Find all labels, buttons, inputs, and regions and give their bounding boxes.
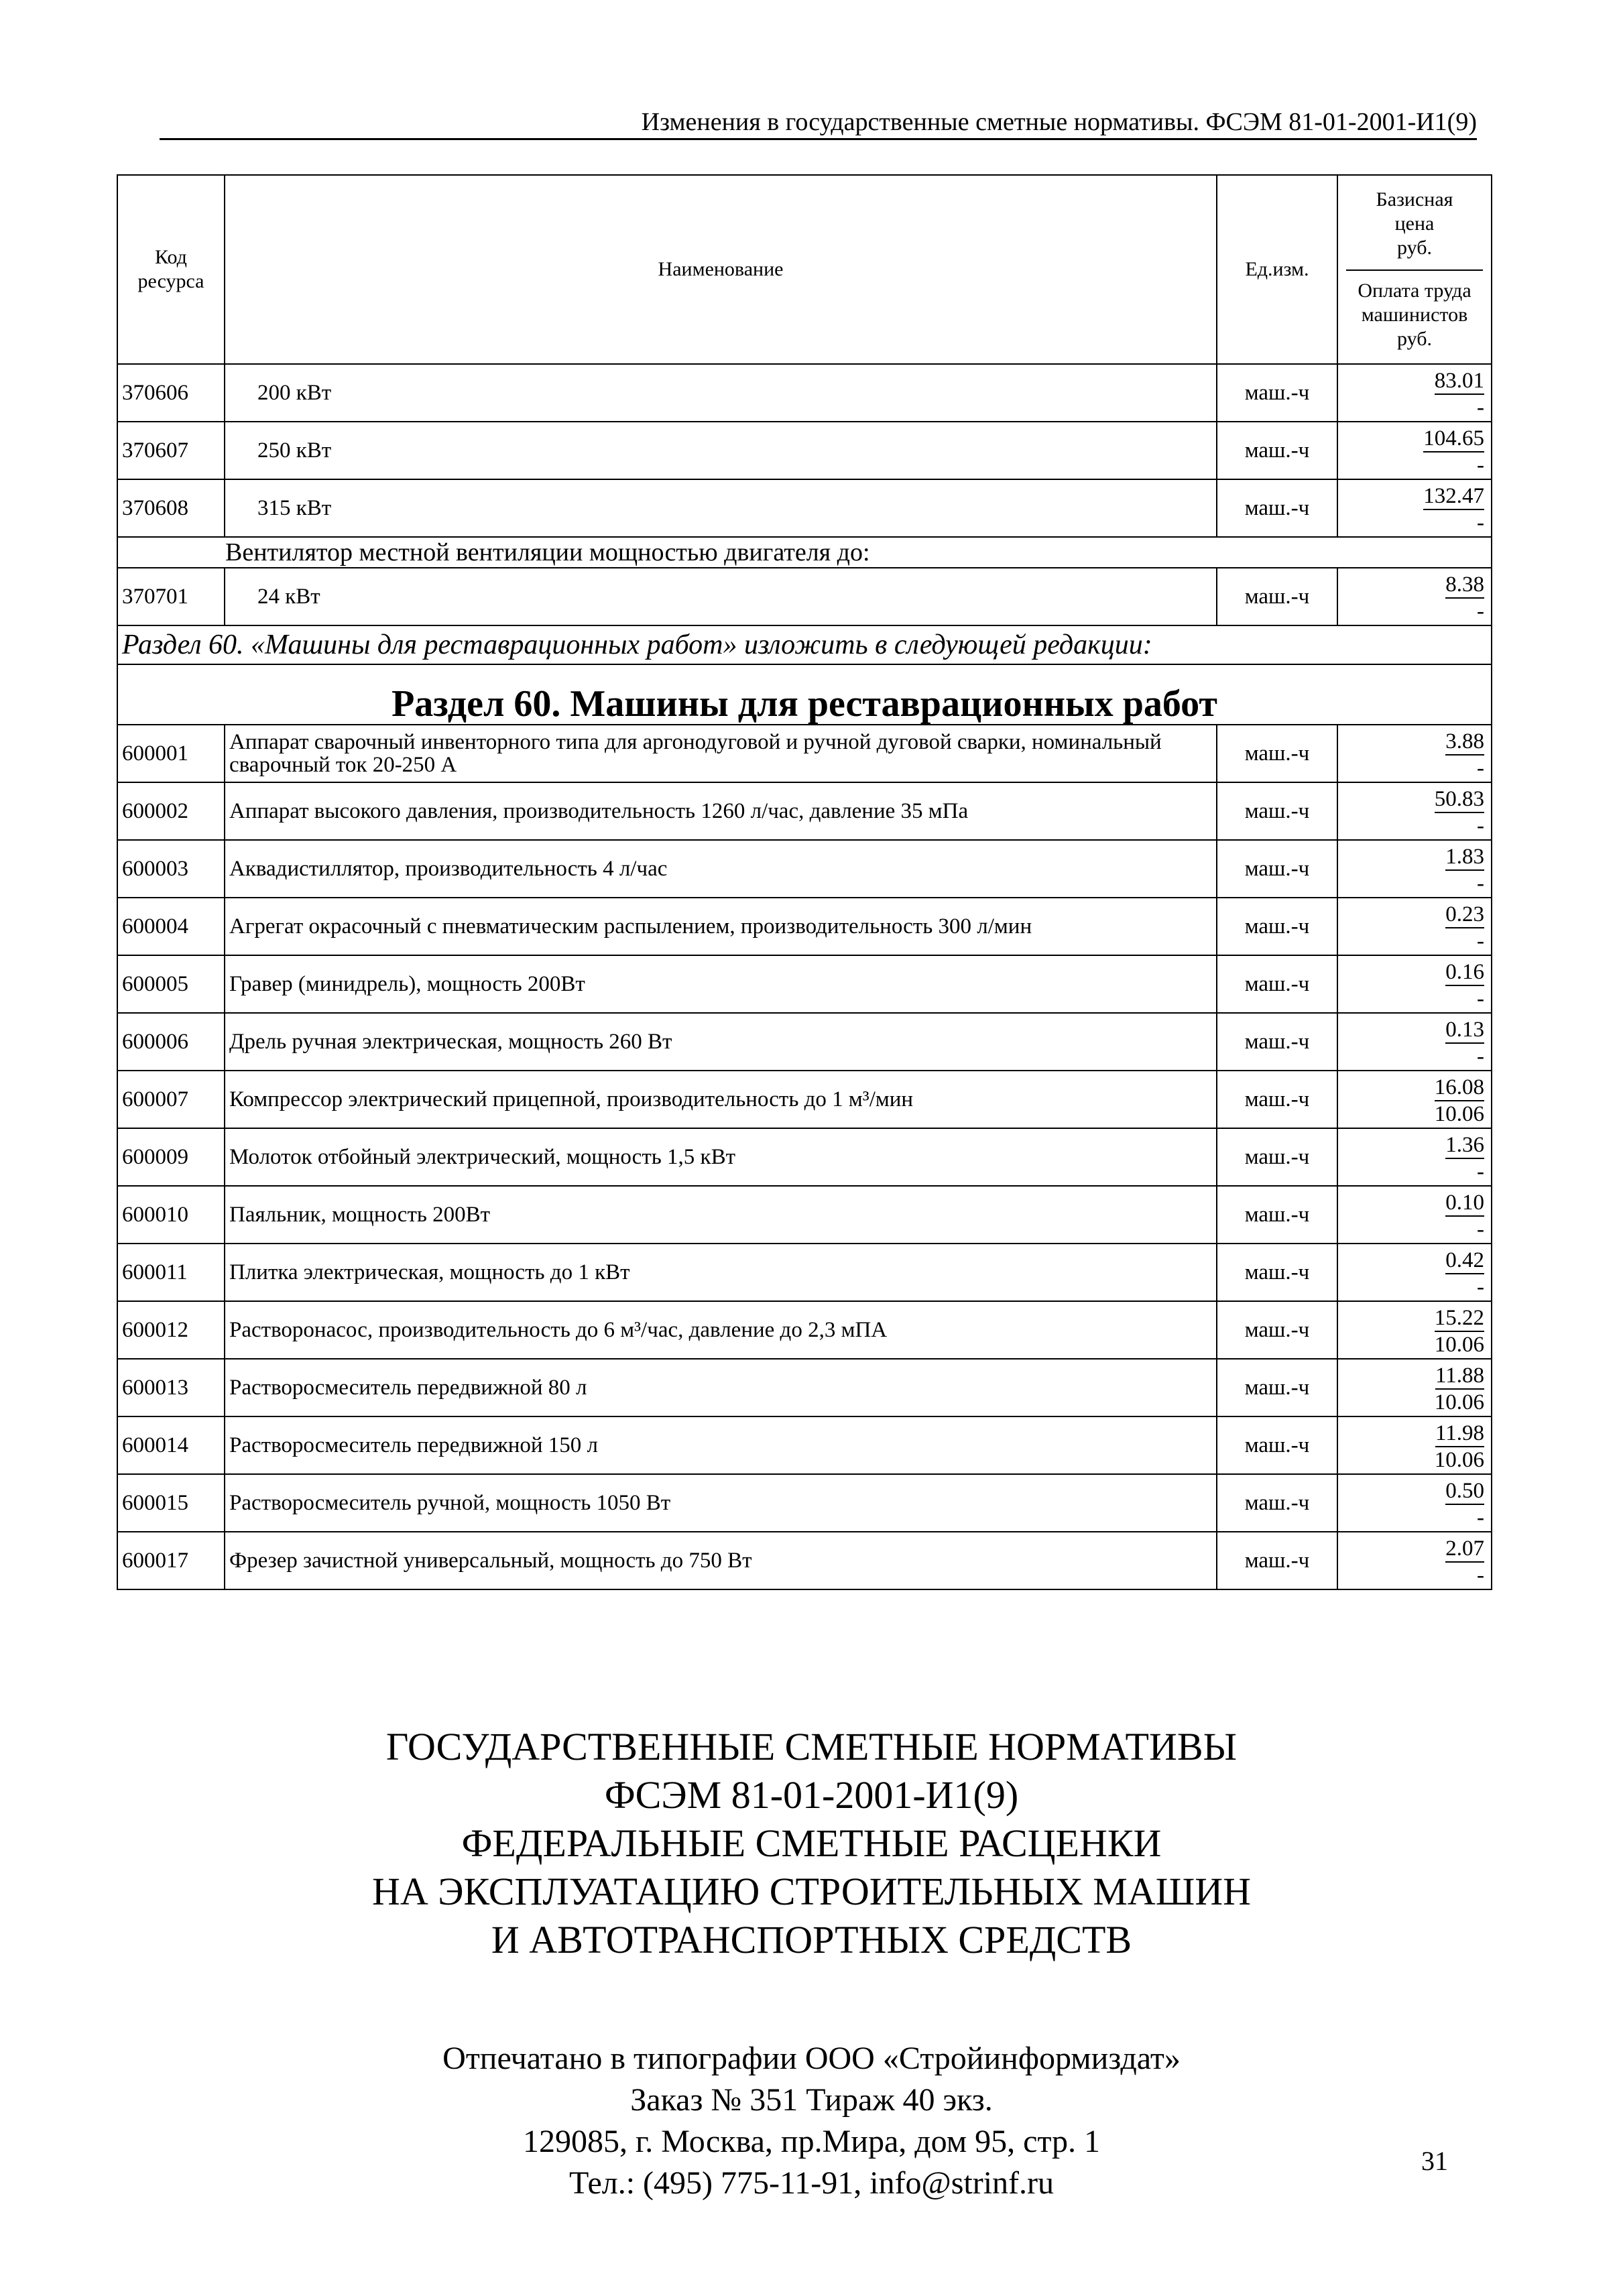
resource-code: 600013 (117, 1359, 225, 1416)
resource-code: 600001 (117, 725, 225, 782)
note-row (117, 625, 1492, 664)
table-row (117, 782, 1492, 840)
resource-name: Гравер (минидрель), мощность 200Вт (225, 955, 1217, 1013)
base-price: 0.42 (1445, 1248, 1484, 1274)
price-cell (1337, 479, 1492, 537)
table-row (117, 725, 1492, 782)
resource-name: Аппарат высокого давления, производительность 1260 л/час, давление 35 мПа (225, 782, 1217, 840)
table-row (117, 1186, 1492, 1244)
table-row (117, 1244, 1492, 1301)
base-price: 8.38 (1445, 572, 1484, 599)
col-header-code: Код ресурса (117, 175, 225, 364)
resource-name: Растворосмеситель ручной, мощность 1050 Вт (225, 1474, 1217, 1532)
resource-code: 370607 (117, 422, 225, 479)
resource-code: 600002 (117, 782, 225, 840)
price-cell (1337, 955, 1492, 1013)
resource-name: Дрель ручная электрическая, мощность 260 Вт (225, 1013, 1217, 1071)
resource-name: 24 кВт (225, 568, 1217, 625)
table-row (117, 364, 1492, 422)
running-header: Изменения в государственные сметные нормативы. ФСЭМ 81-01-2001-И1(9) (160, 107, 1477, 140)
operator-wage: - (1477, 599, 1484, 623)
price-cell (1337, 1359, 1492, 1416)
resource-code: 370606 (117, 364, 225, 422)
resource-unit: маш.-ч (1217, 1416, 1337, 1474)
base-price: 16.08 (1435, 1075, 1484, 1101)
resource-unit: маш.-ч (1217, 568, 1337, 625)
base-price: 0.10 (1445, 1190, 1484, 1217)
resource-unit: маш.-ч (1217, 1474, 1337, 1532)
operator-wage: - (1477, 1160, 1484, 1184)
resource-name: Плитка электрическая, мощность до 1 кВт (225, 1244, 1217, 1301)
resource-code: 600015 (117, 1474, 225, 1532)
col-header-price (1337, 175, 1492, 364)
operator-wage: - (1477, 871, 1484, 896)
operator-wage: - (1477, 1044, 1484, 1069)
price-cell (1337, 1532, 1492, 1589)
table-row (117, 1532, 1492, 1589)
resource-table (117, 174, 1492, 1590)
operator-wage: - (1477, 453, 1484, 477)
resource-name: Паяльник, мощность 200Вт (225, 1186, 1217, 1244)
footer-title-line: И АВТОТРАНСПОРТНЫХ СРЕДСТВ (491, 1918, 1132, 1961)
resource-name: 250 кВт (225, 422, 1217, 479)
price-cell (1337, 1186, 1492, 1244)
base-price: 1.36 (1445, 1132, 1484, 1159)
resource-unit: маш.-ч (1217, 955, 1337, 1013)
table-row (117, 1071, 1492, 1128)
resource-name: 200 кВт (225, 364, 1217, 422)
table-row (117, 1359, 1492, 1416)
price-cell (1337, 840, 1492, 898)
resource-name: Компрессор электрический прицепной, производительность до 1 м³/мин (225, 1071, 1217, 1128)
resource-code: 370608 (117, 479, 225, 537)
resource-unit: маш.-ч (1217, 1532, 1337, 1589)
base-price: 132.47 (1423, 483, 1484, 510)
footer-title-line: ФЕДЕРАЛЬНЫЕ СМЕТНЫЕ РАСЦЕНКИ (461, 1821, 1162, 1865)
resource-unit: маш.-ч (1217, 1244, 1337, 1301)
operator-wage: 10.06 (1434, 1102, 1484, 1126)
price-cell (1337, 1013, 1492, 1071)
table-row (117, 1416, 1492, 1474)
resource-unit: маш.-ч (1217, 725, 1337, 782)
page-number: 31 (1421, 2146, 1448, 2176)
resource-unit: маш.-ч (1217, 782, 1337, 840)
table-row (117, 568, 1492, 625)
imprint-line: 129085, г. Москва, пр.Мира, дом 95, стр. 1 (522, 2124, 1101, 2159)
resource-name: Молоток отбойный электрический, мощность 1,5 кВт (225, 1128, 1217, 1186)
resource-name: Растворонасос, производительность до 6 м³/час, давление до 2,3 мПА (225, 1301, 1217, 1359)
operator-wage: - (1477, 396, 1484, 420)
resource-name: Фрезер зачистной универсальный, мощность до 750 Вт (225, 1532, 1217, 1589)
base-price: 15.22 (1435, 1305, 1484, 1332)
table-header-row (117, 175, 1492, 364)
resource-code: 600005 (117, 955, 225, 1013)
base-price: 104.65 (1423, 426, 1484, 452)
resource-code: 600010 (117, 1186, 225, 1244)
resource-unit: маш.-ч (1217, 840, 1337, 898)
resource-unit: маш.-ч (1217, 1301, 1337, 1359)
operator-wage: - (1477, 511, 1484, 535)
price-cell (1337, 364, 1492, 422)
wage-header-line: Оплата труда (1358, 280, 1471, 302)
base-price: 2.07 (1445, 1536, 1484, 1563)
subheading: Вентилятор местной вентиляции мощностью двигателя до: (117, 537, 1492, 568)
footer-title-line: ФСЭМ 81-01-2001-И1(9) (604, 1773, 1019, 1817)
section-title: Раздел 60. Машины для реставрационных работ (117, 664, 1492, 725)
resource-code: 600017 (117, 1532, 225, 1589)
col-header-name: Наименование (225, 175, 1217, 364)
footer-title-block (0, 1723, 1623, 1964)
operator-wage: - (1477, 1217, 1484, 1242)
base-price: 3.88 (1445, 729, 1484, 756)
table-row (117, 479, 1492, 537)
footer-title-line: НА ЭКСПЛУАТАЦИЮ СТРОИТЕЛЬНЫХ МАШИН (372, 1870, 1251, 1913)
resource-code: 600004 (117, 898, 225, 955)
footer-title-line: ГОСУДАРСТВЕННЫЕ СМЕТНЫЕ НОРМАТИВЫ (385, 1725, 1238, 1768)
imprint-block (0, 2038, 1623, 2204)
resource-code: 600003 (117, 840, 225, 898)
price-cell (1337, 1301, 1492, 1359)
resource-unit: маш.-ч (1217, 898, 1337, 955)
operator-wage: - (1477, 1275, 1484, 1299)
col-header-unit: Ед.изм. (1217, 175, 1337, 364)
price-cell (1337, 1071, 1492, 1128)
resource-name: Растворосмеситель передвижной 80 л (225, 1359, 1217, 1416)
price-cell (1337, 898, 1492, 955)
price-header-line: цена (1394, 213, 1435, 235)
resource-unit: маш.-ч (1217, 422, 1337, 479)
base-price: 0.16 (1445, 959, 1484, 986)
table-row (117, 1301, 1492, 1359)
price-cell (1337, 422, 1492, 479)
resource-code: 600006 (117, 1013, 225, 1071)
operator-wage: - (1477, 987, 1484, 1011)
base-price: 83.01 (1435, 368, 1484, 395)
resource-code: 600012 (117, 1301, 225, 1359)
resource-unit: маш.-ч (1217, 1071, 1337, 1128)
operator-wage: - (1477, 814, 1484, 838)
price-cell (1337, 725, 1492, 782)
wage-header-line: руб. (1397, 328, 1432, 350)
price-cell (1337, 568, 1492, 625)
base-price: 0.23 (1445, 902, 1484, 928)
resource-unit: маш.-ч (1217, 364, 1337, 422)
operator-wage: 10.06 (1434, 1390, 1484, 1414)
price-cell (1337, 782, 1492, 840)
resource-unit: маш.-ч (1217, 1186, 1337, 1244)
table-row (117, 840, 1492, 898)
operator-wage: - (1477, 1506, 1484, 1530)
imprint-line: Заказ № 351 Тираж 40 экз. (630, 2082, 993, 2118)
base-price: 11.88 (1435, 1363, 1484, 1390)
resource-name: Аппарат сварочный инвенторного типа для аргонодуговой и ручной дуговой сварки, номинальный сварочный ток 20-250 А (225, 725, 1217, 782)
operator-wage: 10.06 (1434, 1333, 1484, 1357)
resource-code: 600009 (117, 1128, 225, 1186)
resource-code: 600011 (117, 1244, 225, 1301)
price-header-line: Базисная (1376, 188, 1453, 210)
table-row (117, 422, 1492, 479)
base-price: 0.50 (1445, 1478, 1484, 1505)
price-cell (1337, 1474, 1492, 1532)
operator-wage: - (1477, 929, 1484, 953)
operator-wage: 10.06 (1434, 1448, 1484, 1472)
operator-wage: - (1477, 756, 1484, 780)
resource-name: Растворосмеситель передвижной 150 л (225, 1416, 1217, 1474)
imprint-line: Тел.: (495) 775-11-91, info@strinf.ru (568, 2165, 1055, 2201)
resource-name: 315 кВт (225, 479, 1217, 537)
table-row (117, 955, 1492, 1013)
resource-unit: маш.-ч (1217, 1359, 1337, 1416)
wage-header-line: машинистов (1361, 304, 1468, 326)
resource-name: Агрегат окрасочный с пневматическим распылением, производительность 300 л/мин (225, 898, 1217, 955)
resource-code: 600014 (117, 1416, 225, 1474)
subheading-row (117, 537, 1492, 568)
table-row (117, 898, 1492, 955)
resource-unit: маш.-ч (1217, 1013, 1337, 1071)
base-price: 1.83 (1445, 844, 1484, 871)
operator-wage: - (1477, 1563, 1484, 1587)
resource-unit: маш.-ч (1217, 1128, 1337, 1186)
resource-code: 600007 (117, 1071, 225, 1128)
resource-code: 370701 (117, 568, 225, 625)
italic-note: Раздел 60. «Машины для реставрационных работ» изложить в следующей редакции: (117, 625, 1492, 664)
table-row (117, 1013, 1492, 1071)
price-header-line: руб. (1397, 237, 1432, 259)
price-cell (1337, 1416, 1492, 1474)
table-row (117, 1474, 1492, 1532)
base-price: 0.13 (1445, 1017, 1484, 1044)
base-price: 11.98 (1435, 1421, 1484, 1447)
resource-name: Аквадистиллятор, производительность 4 л/час (225, 840, 1217, 898)
resource-unit: маш.-ч (1217, 479, 1337, 537)
section-row (117, 664, 1492, 725)
table-row (117, 1128, 1492, 1186)
price-cell (1337, 1244, 1492, 1301)
base-price: 50.83 (1435, 786, 1484, 813)
price-cell (1337, 1128, 1492, 1186)
imprint-line: Отпечатано в типографии ООО «Стройинформиздат» (442, 2041, 1181, 2076)
